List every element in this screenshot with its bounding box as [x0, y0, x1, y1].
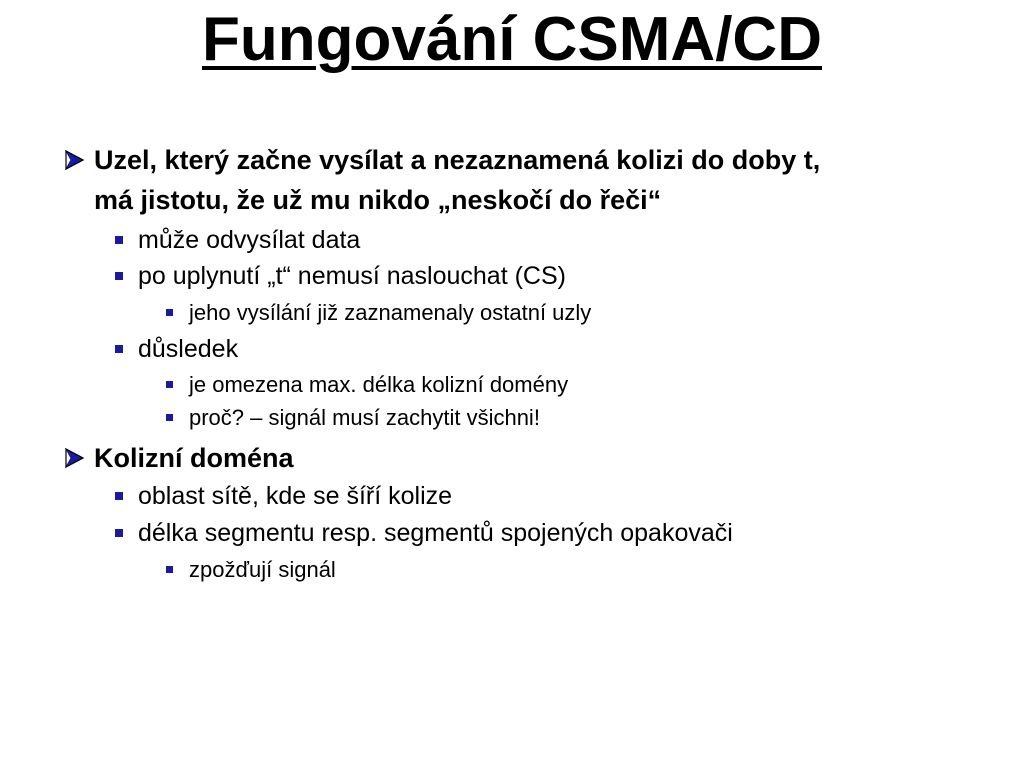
arrow-bullet-icon: [63, 149, 85, 171]
square-bullet-icon: [166, 566, 173, 573]
square-bullet-icon: [166, 309, 173, 316]
bullet-level1-text: Uzel, který začne vysílat a nezaznamená kolizi do doby t,: [94, 145, 821, 175]
square-bullet-icon: [166, 381, 173, 388]
bullet-level3-text: je omezena max. délka kolizní domény: [189, 372, 569, 397]
bullet-level2-text: důsledek: [138, 335, 239, 363]
square-bullet-icon: [115, 345, 123, 353]
square-bullet-icon: [115, 492, 123, 500]
bullet-level1-text: Kolizní doména: [94, 443, 294, 473]
bullet-level3-text: proč? – signál musí zachytit všichni!: [189, 405, 540, 430]
bullet-level2-text: oblast sítě, kde se šíří kolize: [138, 482, 453, 510]
bullet-level1-text-continued: má jistotu, že už mu nikdo „neskočí do řeči“: [94, 185, 662, 215]
square-bullet-icon: [166, 414, 173, 421]
bullet-level2-text: délka segmentu resp. segmentů spojených opakovači: [138, 519, 733, 547]
square-bullet-icon: [115, 529, 123, 537]
bullet-level2-text: může odvysílat data: [138, 226, 361, 254]
bullet-level3-text: jeho vysílání již zaznamenaly ostatní uzly: [189, 300, 592, 325]
square-bullet-icon: [115, 236, 123, 244]
bullet-level3-text: zpožďují signál: [189, 557, 336, 582]
bullet-level2-text: po uplynutí „t“ nemusí naslouchat (CS): [138, 262, 566, 290]
arrow-bullet-icon: [63, 447, 85, 469]
slide-title: [0, 2, 1024, 78]
slide-title-text: Fungování CSMA/CD: [202, 5, 822, 74]
square-bullet-icon: [115, 272, 123, 280]
